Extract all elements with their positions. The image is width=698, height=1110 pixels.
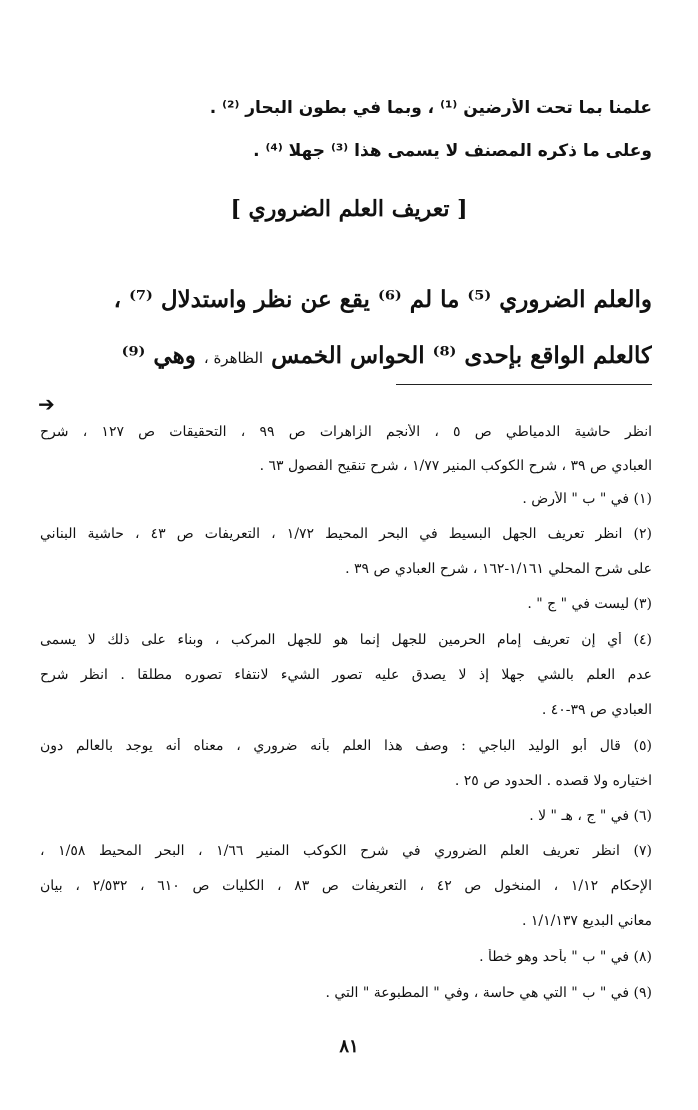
footnote-1: (١) في " ب " الأرض . (522, 491, 652, 507)
footnote-carry-line-2: العبادي ص ٣٩ ، شرح الكوكب المنير ١/٧٧ ، شرح تنقيح الفصول ٦٣ . (259, 458, 652, 474)
footnote-4-line-2: عدم العلم بالشي جهلا إذ لا يصدق عليه تصور الشيء لانتفاء تصوره مطلقا . انظر شرح (40, 667, 652, 683)
footnote-7-line-1: (٧) انظر تعريف العلم الضروري في شرح الكوكب المنير ١/٦٦ ، البحر المحيط ١/٥٨ ، (40, 843, 652, 859)
main-text-line-2 (40, 342, 652, 369)
footnote-4-line-3: العبادي ص ٣٩-٤٠ . (541, 702, 652, 718)
main-text-line-2-part-a: كالعلم الواقع بإحدى ⁽⁸⁾ الحواس الخمس (271, 342, 652, 369)
main-text-line-2-part-b: الظاهرة ، (203, 349, 264, 367)
footnote-2-line-1: (٢) انظر تعريف الجهل البسيط في البحر المحيط ١/٧٢ ، التعريفات ص ٤٣ ، حاشية البناني (40, 526, 652, 542)
footnote-5-line-1: (٥) قال أبو الوليد الباجي : وصف هذا العلم بأنه ضروري ، معناه أنه يوجد بالعالم دون (40, 738, 652, 754)
footnote-6: (٦) في " ج ، هـ " لا . (529, 808, 652, 824)
footnote-3: (٣) ليست في " ج " . (527, 596, 652, 612)
page-number: ٨١ (339, 1036, 359, 1057)
main-text-line-2-part-c: وهي ⁽⁹⁾ (121, 342, 196, 369)
footnote-9: (٩) في " ب " التي هي حاسة ، وفي " المطبوعة " التي . (325, 985, 652, 1001)
footnote-5-line-2: اختياره ولا قصده . الحدود ص ٢٥ . (454, 773, 652, 789)
footnote-carry-line-1: انظر حاشية الدمياطي ص ٥ ، الأنجم الزاهرات ص ٩٩ ، التحقيقات ص ١٢٧ ، شرح (40, 424, 652, 440)
section-heading: [ تعريف العلم الضروري ] (230, 196, 468, 222)
footnote-8: (٨) في " ب " بأحد وهو خطأ . (479, 949, 652, 965)
footnote-4-line-1: (٤) أي إن تعريف إمام الحرمين للجهل إنما هو للجهل المركب ، وبناء على ذلك لا يسمى (40, 632, 652, 648)
footnote-separator (396, 384, 652, 385)
main-text-line-1: والعلم الضروري ⁽⁵⁾ ما لم ⁽⁶⁾ يقع عن نظر واستدلال ⁽⁷⁾ ، (113, 286, 652, 313)
continuation-arrow-icon: ➔ (38, 392, 55, 416)
top-text-line-1: علمنا بما تحت الأرضين ⁽¹⁾ ، وبما في بطون البحار ⁽²⁾ . (209, 98, 652, 118)
footnote-2-line-2: على شرح المحلي ١/١٦١-١٦٢ ، شرح العبادي ص ٣٩ . (345, 561, 652, 577)
footnote-7-line-2: الإحكام ١/١٢ ، المنخول ص ٤٢ ، التعريفات ص ٨٣ ، الكليات ص ٦١٠ ، ٢/٥٣٢ ، بيان (40, 878, 652, 894)
footnote-7-line-3: معاني البديع ١/١/١٣٧ . (522, 913, 652, 929)
top-text-line-2: وعلى ما ذكره المصنف لا يسمى هذا ⁽³⁾ جهلا ⁽⁴⁾ . (253, 141, 652, 161)
